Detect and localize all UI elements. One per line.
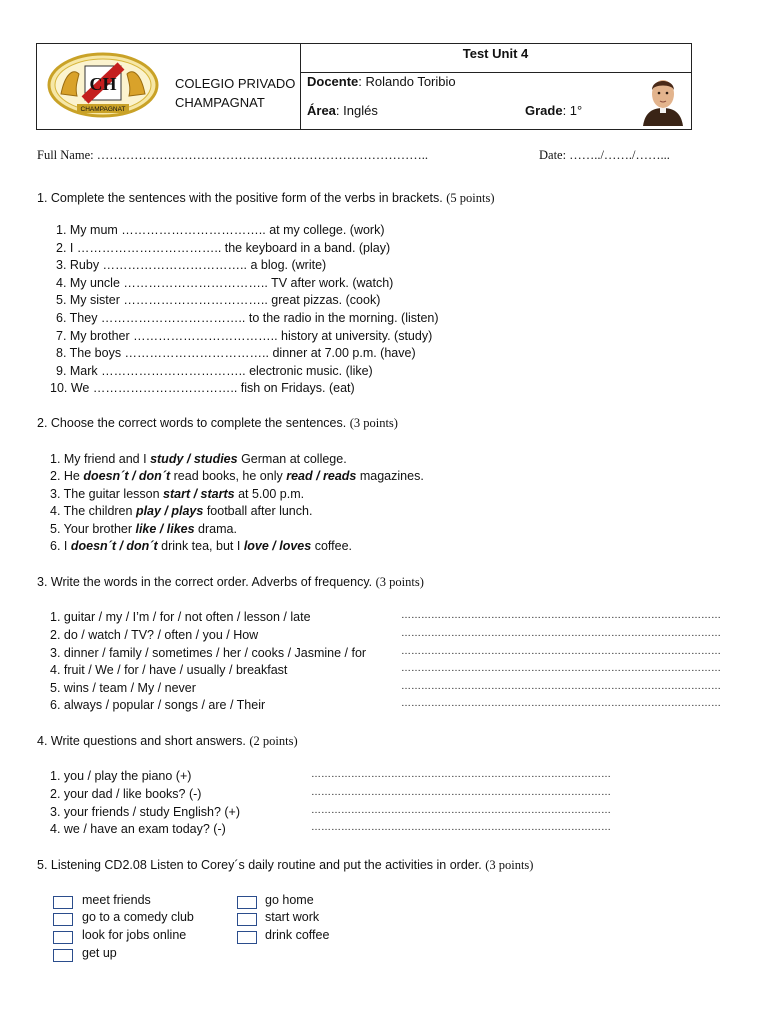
answer-line[interactable]: ……………………………………………………………………………… bbox=[311, 822, 611, 833]
list-item: 6. I doesn´t / don´t drink tea, but I love / loves coffee. bbox=[50, 539, 352, 553]
list-item: 5. wins / team / My / never bbox=[50, 681, 196, 695]
header-divider-horizontal bbox=[300, 72, 691, 73]
list-item: 3. The guitar lesson start / starts at 5.00 p.m. bbox=[50, 487, 305, 501]
activity-label: go home bbox=[265, 893, 314, 907]
list-item: 4. The children play / plays football after lunch. bbox=[50, 504, 313, 518]
ex4-instruction bbox=[37, 734, 298, 749]
choice-option[interactable]: like / likes bbox=[135, 522, 195, 536]
list-item: 5. Your brother like / likes drama. bbox=[50, 522, 237, 536]
logo-caption: CHAMPAGNAT bbox=[80, 106, 126, 113]
school-name bbox=[175, 74, 295, 112]
list-item: 1. you / play the piano (+) bbox=[50, 769, 192, 783]
choice-option[interactable]: start / starts bbox=[163, 487, 235, 501]
answer-line[interactable]: …………………………………………………………………………………… bbox=[401, 698, 721, 709]
choice-option[interactable]: play / plays bbox=[135, 504, 204, 518]
ex4-points: (2 points) bbox=[249, 734, 298, 748]
docente-value: : Rolando Toribio bbox=[358, 74, 456, 89]
choice-option[interactable]: study / studies bbox=[150, 452, 238, 466]
list-item: 8. The boys …………………………….. dinner at 7.00 p.m. (have) bbox=[56, 346, 416, 360]
portrait-icon bbox=[639, 74, 687, 126]
grade-field bbox=[525, 103, 582, 118]
order-checkbox[interactable] bbox=[53, 931, 73, 944]
list-item: 10. We …………………………….. fish on Fridays. (eat) bbox=[50, 381, 355, 395]
list-item: 3. dinner / family / sometimes / her / cooks / Jasmine / for bbox=[50, 646, 367, 660]
list-item: 3. your friends / study English? (+) bbox=[50, 805, 241, 819]
choice-option[interactable]: love / loves bbox=[243, 539, 312, 553]
ex2-instruction-text: 2. Choose the correct words to complete the sentences. bbox=[37, 416, 347, 430]
area-value: : Inglés bbox=[335, 103, 378, 118]
list-item: 9. Mark …………………………….. electronic music. (like) bbox=[56, 364, 373, 378]
list-item: 2. your dad / like books? (-) bbox=[50, 787, 202, 801]
list-item: 2. do / watch / TV? / often / you / How bbox=[50, 628, 259, 642]
school-name-line2: CHAMPAGNAT bbox=[175, 95, 265, 110]
activity-label: meet friends bbox=[82, 893, 151, 907]
choice-option[interactable]: doesn´t / don´t bbox=[70, 539, 158, 553]
list-item: 4. fruit / We / for / have / usually / breakfast bbox=[50, 663, 288, 677]
list-item: 2. He doesn´t / don´t read books, he only read / reads magazines. bbox=[50, 469, 424, 483]
answer-line[interactable]: …………………………………………………………………………………… bbox=[401, 663, 721, 674]
activity-label: start work bbox=[265, 910, 320, 924]
ex5-points: (3 points) bbox=[485, 858, 534, 872]
answer-line[interactable]: ……………………………………………………………………………… bbox=[311, 769, 611, 780]
full-name-field[interactable]: Full Name: …………………………………………………………………….. bbox=[37, 148, 428, 162]
choice-option[interactable]: read / reads bbox=[286, 469, 357, 483]
ex4-instruction-text: 4. Write questions and short answers. bbox=[37, 734, 246, 748]
list-item: 4. My uncle …………………………….. TV after work. (watch) bbox=[56, 276, 394, 290]
grade-label: Grade bbox=[525, 103, 563, 118]
list-item: 2. I …………………………….. the keyboard in a band. (play) bbox=[56, 241, 391, 255]
list-item: 3. Ruby …………………………….. a blog. (write) bbox=[56, 258, 327, 272]
answer-line[interactable]: …………………………………………………………………………………… bbox=[401, 628, 721, 639]
list-item: 7. My brother …………………………….. history at university. (study) bbox=[56, 329, 433, 343]
order-checkbox[interactable] bbox=[237, 896, 257, 909]
ex5-instruction bbox=[37, 858, 533, 873]
choice-option[interactable]: doesn´t / don´t bbox=[83, 469, 171, 483]
grade-value: : 1° bbox=[562, 103, 583, 118]
header-box bbox=[36, 43, 692, 130]
ex5-instruction-text: 5. Listening CD2.08 Listen to Corey´s daily routine and put the activities in order. bbox=[37, 858, 482, 872]
activity-label: drink coffee bbox=[265, 928, 330, 942]
answer-line[interactable]: …………………………………………………………………………………… bbox=[401, 610, 721, 621]
ex2-points: (3 points) bbox=[349, 416, 398, 430]
list-item: 1. guitar / my / I’m / for / not often / lesson / late bbox=[50, 610, 311, 624]
docente-label: Docente bbox=[307, 74, 359, 89]
ex2-instruction bbox=[37, 416, 398, 431]
ex1-instruction-text: 1. Complete the sentences with the positive form of the verbs in brackets. bbox=[37, 191, 443, 205]
school-logo-icon bbox=[47, 52, 159, 118]
ex1-points: (5 points) bbox=[446, 191, 495, 205]
list-item: 1. My mum …………………………….. at my college. (work) bbox=[56, 223, 385, 237]
answer-line[interactable]: ……………………………………………………………………………… bbox=[311, 805, 611, 816]
answer-line[interactable]: ……………………………………………………………………………… bbox=[311, 787, 611, 798]
docente-field bbox=[307, 74, 456, 89]
activity-label: look for jobs online bbox=[82, 928, 187, 942]
test-title: Test Unit 4 bbox=[462, 46, 529, 61]
order-checkbox[interactable] bbox=[53, 913, 73, 926]
order-checkbox[interactable] bbox=[53, 949, 73, 962]
list-item: 6. They …………………………….. to the radio in the morning. (listen) bbox=[56, 311, 439, 325]
ex3-points: (3 points) bbox=[375, 575, 424, 589]
date-field[interactable]: Date: ……../……./……... bbox=[539, 148, 670, 162]
activity-label: get up bbox=[82, 946, 117, 960]
order-checkbox[interactable] bbox=[237, 913, 257, 926]
answer-line[interactable]: …………………………………………………………………………………… bbox=[401, 646, 721, 657]
ex3-instruction-text: 3. Write the words in the correct order. Adverbs of frequency. bbox=[37, 575, 373, 589]
order-checkbox[interactable] bbox=[53, 896, 73, 909]
activity-label: go to a comedy club bbox=[82, 910, 194, 924]
area-field bbox=[307, 103, 378, 118]
list-item: 5. My sister …………………………….. great pizzas. (cook) bbox=[56, 293, 381, 307]
list-item: 6. always / popular / songs / are / Their bbox=[50, 698, 266, 712]
ex3-instruction bbox=[37, 575, 424, 590]
answer-line[interactable]: …………………………………………………………………………………… bbox=[401, 681, 721, 692]
ex1-instruction bbox=[37, 191, 495, 206]
order-checkbox[interactable] bbox=[237, 931, 257, 944]
list-item: 4. we / have an exam today? (-) bbox=[50, 822, 226, 836]
list-item: 1. My friend and I study / studies German at college. bbox=[50, 452, 347, 466]
area-label: Área bbox=[307, 103, 336, 118]
logo-text: CH bbox=[89, 74, 117, 94]
school-name-line1: COLEGIO PRIVADO bbox=[175, 76, 296, 91]
